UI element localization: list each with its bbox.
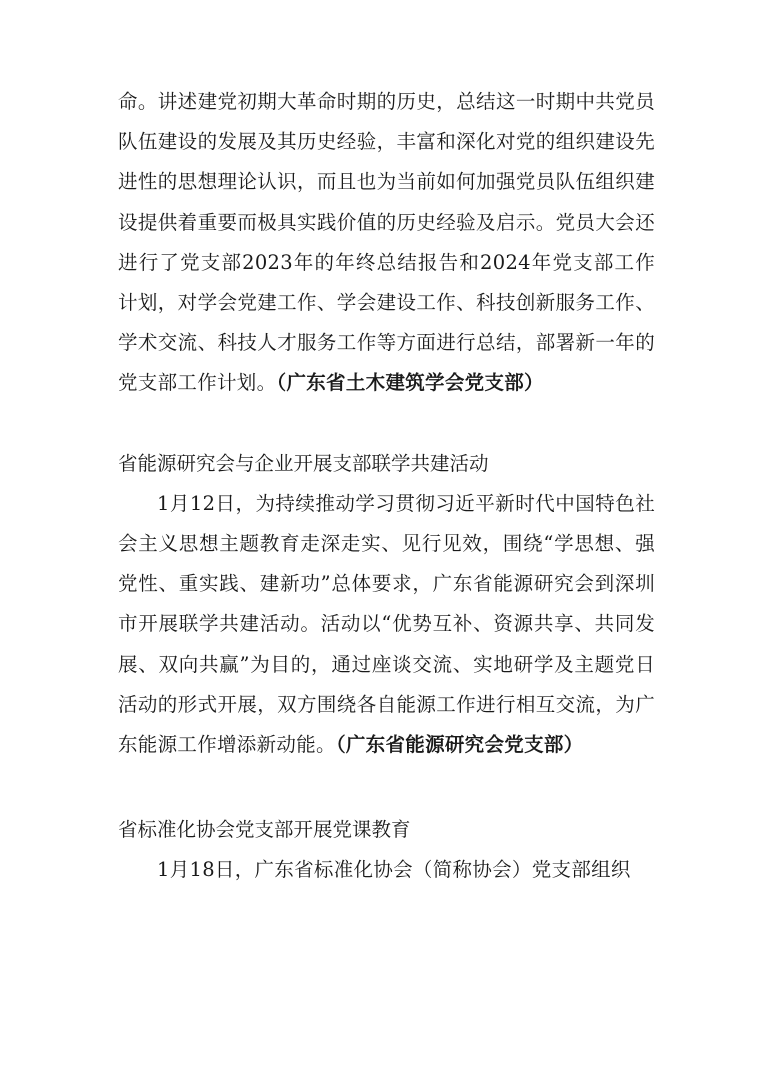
paragraph-text: 1月12日，为持续推动学习贯彻习近平新时代中国特色社会主义思想主题教育走深走实、见行见效，围绕“学思想、强党性、重实践、建新功”总体要求，广东省能源研究会到深圳市开展联学共建活动。活动以“优势互补、资源共享、共同发展、双向共赢”为目的，通过座谈交流、实地研学及主题党日活动的形式开展，双方围绕各自能源工作进行相互交流，为广东能源工作增添新动能。 [118,491,655,757]
paragraph-text: 命。讲述建党初期大革命时期的历史，总结这一时期中共党员队伍建设的发展及其历史经验，丰富和深化对党的组织建设先进性的思想理论认识，而且也为当前如何加强党员队伍组织建设提供着重要而极具实践价值的历史经验及启示。党员大会还进行了党支部2023年的年终总结报告和2024年党支部工作计划，对学会党建工作、学会建设工作、科技创新服务工作、学术交流、科技人才服务工作等方面进行总结，部署新一年的党支部工作计划。 [118,90,655,395]
document-page [118,82,655,891]
spacer [118,404,655,444]
source-attribution: （广东省能源研究会党支部） [335,733,584,757]
section-heading: 省标准化协会党支部开展党课教育 [118,818,411,842]
section-heading: 省能源研究会与企业开展支部联学共建活动 [118,451,489,475]
article-paragraph [118,850,655,890]
paragraph-text: 1月18日，广东省标准化协会（简称协会）党支部组织 [157,858,631,882]
source-attribution: （广东省土木建筑学会党支部） [276,371,544,395]
spacer [118,765,655,810]
article-continuation-paragraph [118,82,655,404]
article-paragraph [118,484,655,765]
